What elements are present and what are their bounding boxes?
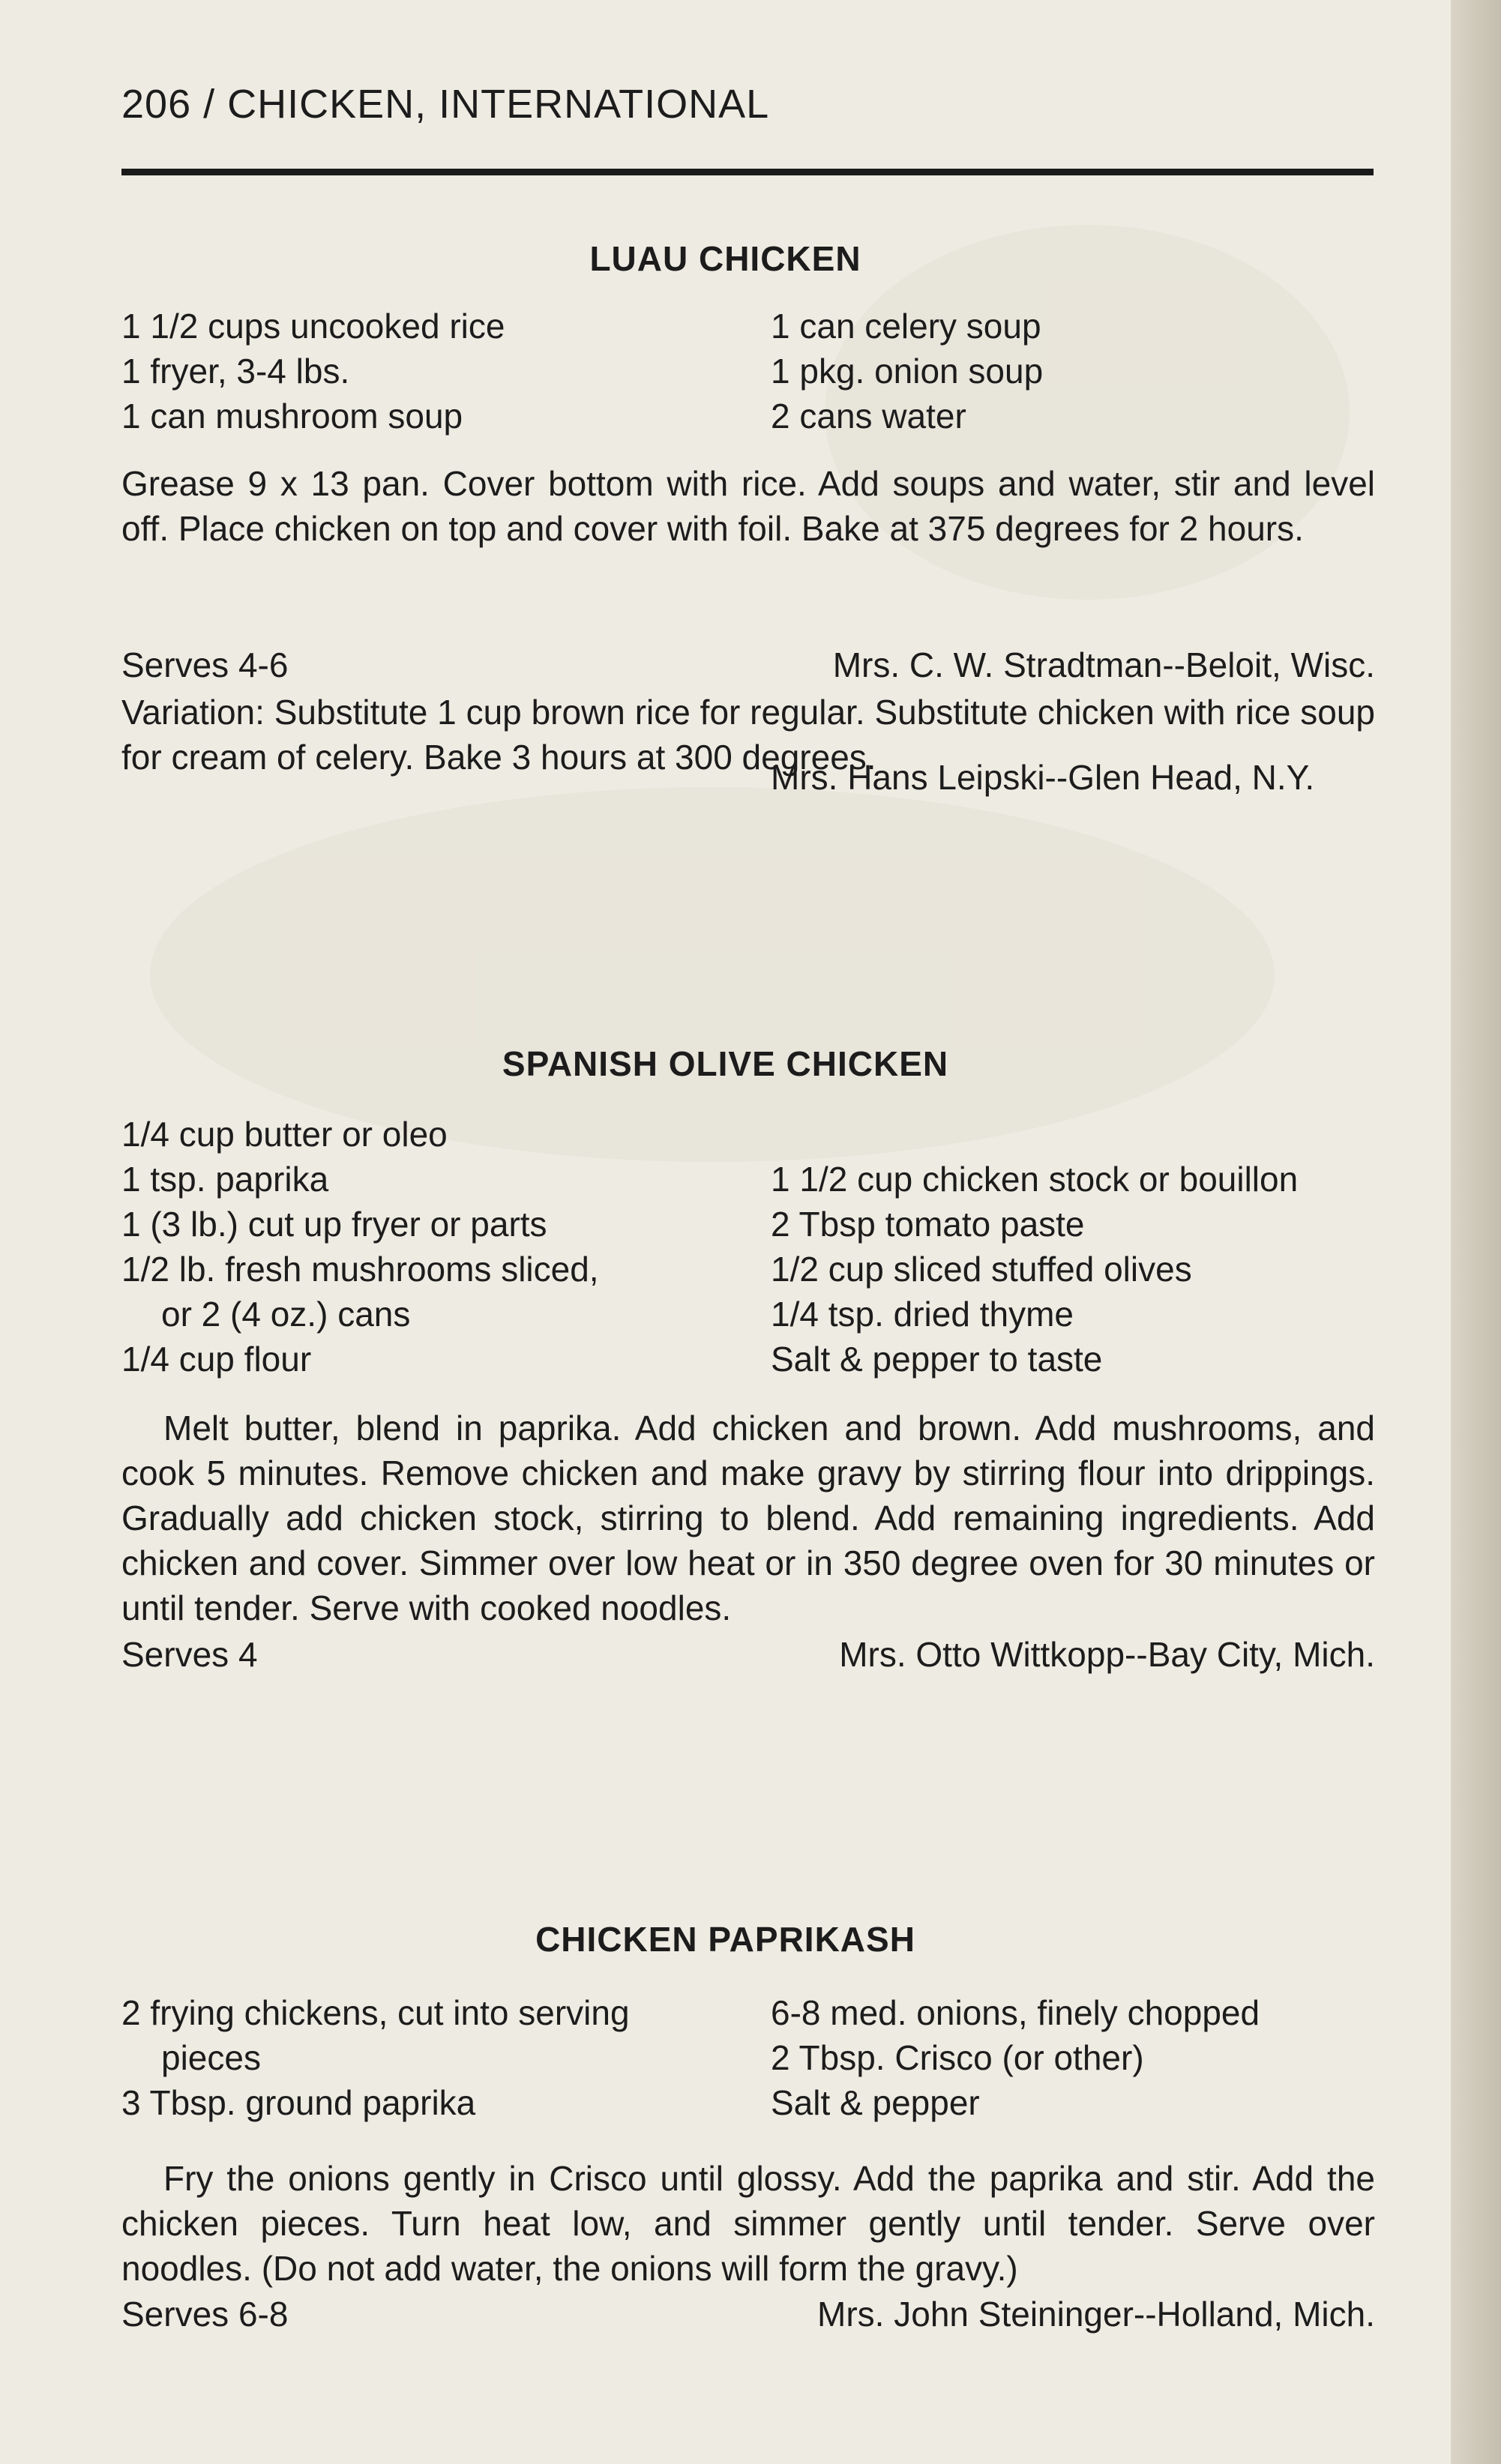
recipe-directions: Grease 9 x 13 pan. Cover bottom with rice. Add soups and water, stir and level off. Place chicken on top and cover with foil. Bake at 375 degrees for 2 hours. <box>121 464 1375 548</box>
ingredient: 1 1/2 cups uncooked rice <box>121 307 505 346</box>
contributor: Mrs. Hans Leipski--Glen Head, N.Y. <box>771 758 1315 797</box>
recipe-title-chicken-paprikash: CHICKEN PAPRIKASH <box>535 1920 915 1959</box>
ingredient: 1/2 lb. fresh mushrooms sliced, <box>121 1250 599 1289</box>
recipe-title-luau-chicken: LUAU CHICKEN <box>589 239 861 278</box>
bleed-through-stain <box>150 787 1275 1162</box>
ingredient: 1/4 tsp. dried thyme <box>771 1295 1074 1334</box>
contributor: Mrs. C. W. Stradtman--Beloit, Wisc. <box>832 645 1375 684</box>
header-rule <box>121 169 1374 175</box>
ingredient: 1 tsp. paprika <box>121 1160 329 1199</box>
recipe-footer <box>121 2294 1375 2334</box>
recipe-footer <box>121 645 1375 685</box>
ingredient: 2 cans water <box>771 397 966 436</box>
page-header: 206 / CHICKEN, INTERNATIONAL <box>121 82 770 127</box>
ingredient: Salt & pepper to taste <box>771 1340 1103 1379</box>
serves-text: Serves 4-6 <box>121 645 289 684</box>
ingredient: pieces <box>161 2038 261 2077</box>
ingredient: 1/2 cup sliced stuffed olives <box>771 1250 1192 1289</box>
serves-text: Serves 6-8 <box>121 2295 289 2334</box>
contributor: Mrs. Otto Wittkopp--Bay City, Mich. <box>839 1635 1375 1674</box>
ingredient: 1 (3 lb.) cut up fryer or parts <box>121 1205 547 1244</box>
contributor: Mrs. John Steininger--Holland, Mich. <box>817 2295 1375 2334</box>
ingredient: Salt & pepper <box>771 2083 980 2122</box>
recipe-directions: Fry the onions gently in Crisco until glossy. Add the paprika and stir. Add the chicken pieces. Turn heat low, and simmer gently until tender. Serve over noodles. (Do not add water, the onions will form the gravy.) <box>121 2159 1375 2288</box>
ingredient: 1 fryer, 3-4 lbs. <box>121 352 350 391</box>
recipe-variation: Variation: Substitute 1 cup brown rice for regular. Substitute chicken with rice soup for cream of celery. Bake 3 hours at 300 degrees. <box>121 693 1375 777</box>
serves-text: Serves 4 <box>121 1635 258 1674</box>
ingredient: 1 1/2 cup chicken stock or bouillon <box>771 1160 1299 1199</box>
ingredient: 1 can mushroom soup <box>121 397 463 436</box>
ingredient: or 2 (4 oz.) cans <box>161 1295 411 1334</box>
recipe-footer <box>121 1634 1375 1675</box>
ingredient: 1/4 cup butter or oleo <box>121 1115 448 1154</box>
ingredient: 2 frying chickens, cut into serving <box>121 1993 630 2032</box>
ingredient: 6-8 med. onions, finely chopped <box>771 1993 1260 2032</box>
ingredient: 2 Tbsp tomato paste <box>771 1205 1085 1244</box>
ingredient: 1 pkg. onion soup <box>771 352 1044 391</box>
recipe-directions: Melt butter, blend in paprika. Add chicken and brown. Add mushrooms, and cook 5 minutes. Remove chicken and make gravy by stirring flour into drippings. Gradually add chicken stock, stirring to blend. Add remaining ingredients. Add chicken and cover. Simmer over low heat or in 350 degree oven for 30 minutes or until tender. Serve with cooked noodles. <box>121 1409 1375 1627</box>
page-edge-shadow <box>1451 0 1501 2464</box>
ingredient: 2 Tbsp. Crisco (or other) <box>771 2038 1144 2077</box>
recipe-title-spanish-olive-chicken: SPANISH OLIVE CHICKEN <box>502 1044 949 1083</box>
ingredient: 1/4 cup flour <box>121 1340 312 1379</box>
ingredient: 1 can celery soup <box>771 307 1041 346</box>
ingredient: 3 Tbsp. ground paprika <box>121 2083 476 2122</box>
